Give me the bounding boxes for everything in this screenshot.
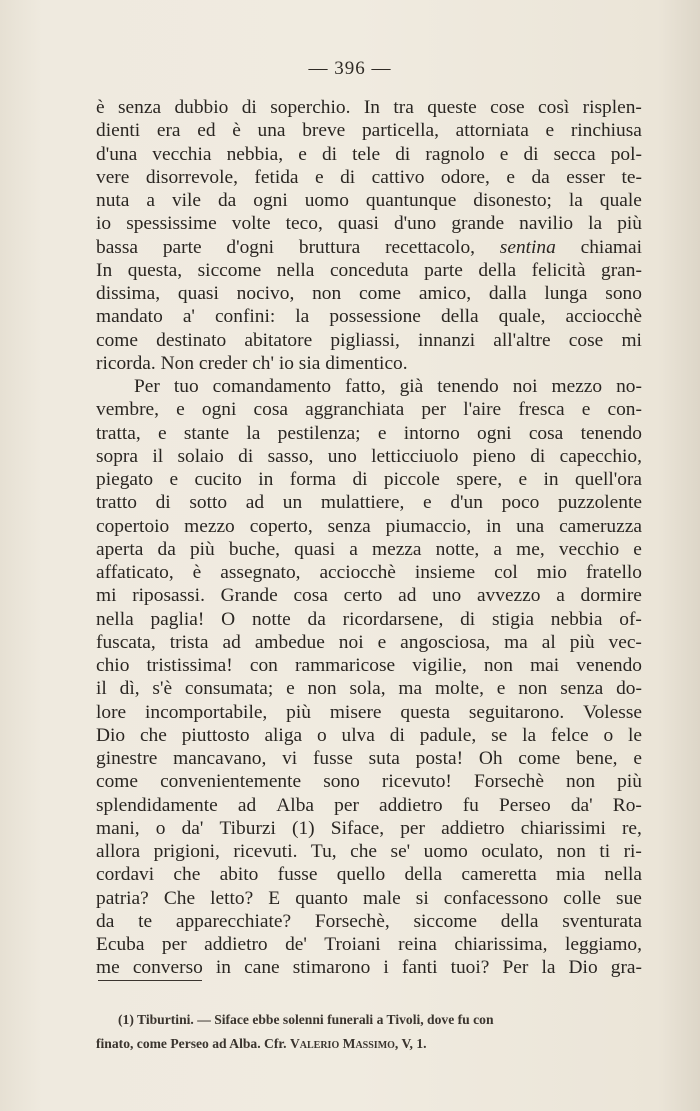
footnote-rule [98,980,202,981]
footnote-text-2b: , V, 1. [394,1036,427,1051]
text-line: vere disorrevole, fetida e di cattivo odore, e da esser te- [96,166,642,188]
text-line: cordavi che abito fusse quello della cameretta mia nella [96,864,642,886]
text-line: affaticato, è assegnato, acciocchè insieme col mio fratello [96,562,642,583]
text-line: ginestre mancavano, vi fusse suta posta! Oh come bene, e [96,748,642,769]
text-line: chio tristissima! con rammaricose vigilie, non mai venendo [96,655,642,676]
text-line: nella paglia! O notte da ricordarsene, di stigia nebbia of- [96,608,642,630]
footnote-line-2 [96,1032,642,1056]
text-line: aperta da più buche, quasi a mezza notte, a me, vecchio e [96,538,642,560]
text-line: è senza dubbio di soperchio. In tra queste cose così risplen- [96,97,642,118]
text-line: d'una vecchia nebbia, e di tele di ragnolo e di secca pol- [96,143,642,165]
text-line: Dio che piuttosto aliga o ulva di padule, se la felce o le [96,724,642,746]
text-line: io spessissime volte teco, quasi d'uno grande navilio la più [96,213,642,235]
text-line: lore incomportabile, più misere questa seguitarono. Volesse [96,701,642,723]
text-line: vembre, e ogni cosa aggranchiata per l'aire fresca e con- [96,399,642,421]
text-line: da te apparecchiate? Forsechè, siccome della sventurata [96,910,642,932]
text-line: ricorda. Non creder ch' io sia dimentico. [96,352,408,374]
text-line: mi riposassi. Grande cosa certo ad uno avvezzo a dormire [96,585,642,607]
text-line: bassa parte d'ogni bruttura recettacolo, sentina chiamai [96,236,642,258]
footnote-text-1: Tiburtini. — Siface ebbe solenni funerali a Tivoli, dove fu con [137,1012,494,1027]
text-line: dienti era ed è una breve particella, attorniata e rinchiusa [96,120,642,142]
text-line: tratta, e stante la pestilenza; e intorno ogni cosa tenendo [96,422,642,444]
text-line: sopra il solaio di sasso, uno letticciuolo pieno di capecchio, [96,445,642,467]
text-line: mandato a' confini: la possessione della quale, acciocchè [96,306,642,328]
footnote-line-1 [118,1008,642,1032]
text-line: patria? Che letto? E quanto male si confacessono colle sue [96,887,642,909]
text-line: nuta a vile da ogni uomo quantunque disonesto; la quale [96,190,642,211]
text-line: come destinato abitatore pigliassi, innanzi all'altre cose mi [96,329,642,351]
text-line: splendidamente ad Alba per addietro fu Perseo da' Ro- [96,794,642,816]
page-number: — 396 — [308,58,392,79]
text-line: il dì, s'è consumata; e non sola, ma molte, e non senza do- [96,678,642,700]
body-text [96,96,642,980]
text-line: come convenientemente sono ricevuto! Forsechè non più [96,771,642,793]
footnote-author: Valerio Massimo [289,1036,395,1051]
text-line: Ecuba per addietro de' Troiani reina chiarissima, leggiamo, [96,934,642,955]
text-line: dissima, quasi nocivo, non come amico, dalla lunga sono [96,283,642,304]
text-line: Per tuo comandamento fatto, già tenendo noi mezzo no- [134,376,642,397]
text-line: In questa, siccome nella conceduta parte della felicità gran- [96,259,642,281]
footnote-marker: (1) [118,1012,134,1027]
footnote-text-2a: finato, come Perseo ad Alba. Cfr. [96,1036,287,1051]
text-line: fuscata, trista ad ambedue noi e angosciosa, ma al più vec- [96,631,642,653]
text-line: mani, o da' Tiburzi (1) Siface, per addietro chiarissimi re, [96,817,642,839]
text-line: copertoio mezzo coperto, senza piumaccio, in una cameruzza [96,515,642,537]
footnotes [96,1008,642,1056]
text-line: tratto di sotto ad un mulattiere, e d'un poco puzzolente [96,492,642,514]
text-line: allora prigioni, ricevuti. Tu, che se' uomo oculato, non ti ri- [96,841,642,862]
text-line: piegato e cucito in forma di piccole spere, e in quell'ora [96,469,642,490]
text-line: me converso in cane stimarono i fanti tuoi? Per la Dio gra- [96,957,642,979]
